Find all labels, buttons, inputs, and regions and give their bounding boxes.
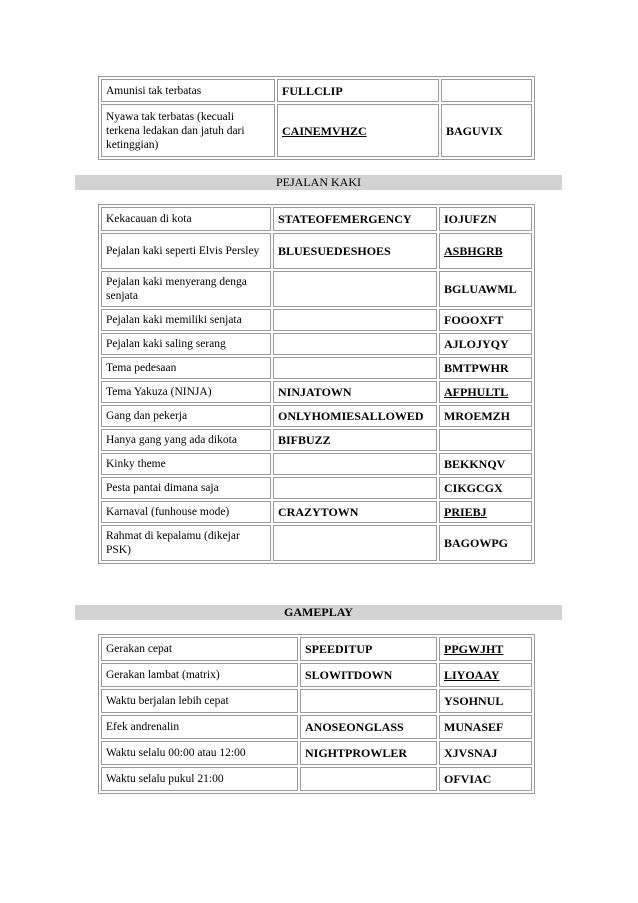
table-row: [101, 357, 532, 379]
table-row: [101, 501, 532, 523]
cheat-code: CRAZYTOWN: [273, 501, 437, 523]
cheat-code-alt: MROEMZH: [439, 405, 532, 427]
cheat-code: STATEOFEMERGENCY: [273, 207, 437, 231]
cheat-code: BLUESUEDESHOES: [273, 233, 437, 269]
cheat-code: ONLYHOMIESALLOWED: [273, 405, 437, 427]
cheat-label: Nyawa tak terbatas (kecuali terkena ledakan dan jatuh dari ketinggian): [101, 104, 275, 157]
cheat-label: Kinky theme: [101, 453, 271, 475]
cheat-code: CAINEMVHZC: [277, 104, 439, 157]
cheat-code-alt: [439, 429, 532, 451]
table-row: [101, 309, 532, 331]
cheat-label: Pejalan kaki memiliki senjata: [101, 309, 271, 331]
section-header-pejalan-kaki: [75, 175, 562, 190]
cheat-label: Karnaval (funhouse mode): [101, 501, 271, 523]
table-row: [101, 429, 532, 451]
table-row: [101, 271, 532, 307]
cheat-label: Kekacauan di kota: [101, 207, 271, 231]
cheat-code-alt: FOOOXFT: [439, 309, 532, 331]
cheat-label: Gang dan pekerja: [101, 405, 271, 427]
table-row: [101, 525, 532, 561]
cheat-code-alt: ASBHGRB: [439, 233, 532, 269]
table-row: [101, 477, 532, 499]
cheat-label: Pejalan kaki menyerang denga senjata: [101, 271, 271, 307]
cheat-code-alt: YSOHNUL: [439, 689, 532, 713]
cheat-code: [273, 525, 437, 561]
cheat-code-alt: XJVSNAJ: [439, 741, 532, 765]
cheat-code: FULLCLIP: [277, 79, 439, 102]
cheat-code-alt: AJLOJYQY: [439, 333, 532, 355]
cheat-label: Waktu selalu 00:00 atau 12:00: [101, 741, 298, 765]
table-row: [101, 637, 532, 661]
cheat-code: NIGHTPROWLER: [300, 741, 437, 765]
cheat-code-alt: CIKGCGX: [439, 477, 532, 499]
cheat-label: Rahmat di kepalamu (dikejar PSK): [101, 525, 271, 561]
cheat-label: Gerakan cepat: [101, 637, 298, 661]
cheat-code-alt: MUNASEF: [439, 715, 532, 739]
cheat-label: Pejalan kaki saling serang: [101, 333, 271, 355]
cheat-code-alt: BGLUAWML: [439, 271, 532, 307]
table-row: [101, 453, 532, 475]
table-row: [101, 79, 532, 102]
section-title: PEJALAN KAKI: [276, 175, 361, 189]
cheat-code: [273, 477, 437, 499]
table-row: [101, 689, 532, 713]
cheat-code: [300, 689, 437, 713]
cheat-code-alt: BAGOWPG: [439, 525, 532, 561]
cheat-code-alt: AFPHULTL: [439, 381, 532, 403]
section-header-gameplay: [75, 605, 562, 620]
gameplay-table: [98, 634, 535, 794]
table-row: [101, 663, 532, 687]
table-row: [101, 767, 532, 791]
cheat-code: [273, 309, 437, 331]
table-row: [101, 104, 532, 157]
cheat-label: Pejalan kaki seperti Elvis Persley: [101, 233, 271, 269]
cheat-code-alt: BMTPWHR: [439, 357, 532, 379]
cheat-label: Waktu selalu pukul 21:00: [101, 767, 298, 791]
table-row: [101, 715, 532, 739]
cheat-code: SLOWITDOWN: [300, 663, 437, 687]
cheat-code: [273, 271, 437, 307]
cheat-code-alt: BEKKNQV: [439, 453, 532, 475]
section-title: GAMEPLAY: [284, 605, 353, 619]
cheat-label: Gerakan lambat (matrix): [101, 663, 298, 687]
cheat-code-alt: LIYOAAY: [439, 663, 532, 687]
top-cheat-table: [98, 76, 535, 160]
cheat-code-alt: [441, 79, 532, 102]
table-row: [101, 207, 532, 231]
table-row: [101, 333, 532, 355]
cheat-label: Amunisi tak terbatas: [101, 79, 275, 102]
cheat-label: Pesta pantai dimana saja: [101, 477, 271, 499]
cheat-label: Tema pedesaan: [101, 357, 271, 379]
cheat-label: Efek andrenalin: [101, 715, 298, 739]
cheat-code-alt: OFVIAC: [439, 767, 532, 791]
cheat-code: [273, 333, 437, 355]
cheat-code: [273, 357, 437, 379]
cheat-code-alt: PPGWJHT: [439, 637, 532, 661]
cheat-code: NINJATOWN: [273, 381, 437, 403]
pejalan-kaki-table: [98, 204, 535, 564]
cheat-label: Tema Yakuza (NINJA): [101, 381, 271, 403]
cheat-code: [273, 453, 437, 475]
cheat-code-alt: IOJUFZN: [439, 207, 532, 231]
cheat-code: SPEEDITUP: [300, 637, 437, 661]
table-row: [101, 233, 532, 269]
cheat-label: Hanya gang yang ada dikota: [101, 429, 271, 451]
cheat-code-alt: PRIEBJ: [439, 501, 532, 523]
cheat-code-alt: BAGUVIX: [441, 104, 532, 157]
cheat-code: [300, 767, 437, 791]
cheat-code: ANOSEONGLASS: [300, 715, 437, 739]
table-row: [101, 405, 532, 427]
table-row: [101, 381, 532, 403]
cheat-label: Waktu berjalan lebih cepat: [101, 689, 298, 713]
cheat-code: BIFBUZZ: [273, 429, 437, 451]
table-row: [101, 741, 532, 765]
